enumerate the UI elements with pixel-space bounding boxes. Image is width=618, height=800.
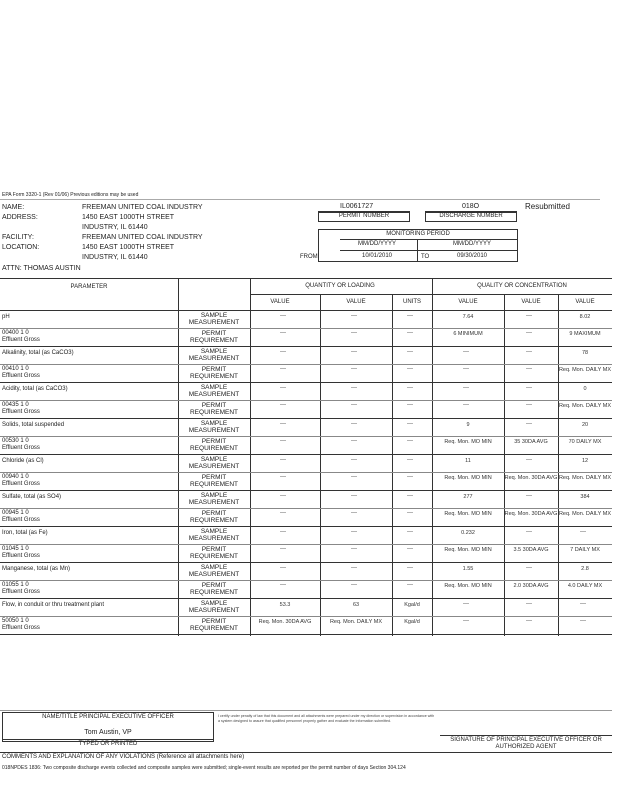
sample-value: 0 [583,386,587,392]
empty-cell-mark: — [526,457,532,463]
empty-cell-mark: — [351,546,357,552]
officer-name: Tom Austin, VP [84,729,132,736]
sample-measurement-label: SAMPLE MEASUREMENT [188,312,240,326]
sample-value: 277 [463,494,473,500]
permit-requirement-label: PERMIT REQUIREMENT [189,438,239,452]
parameter-sub: Effluent Gross [2,553,40,559]
empty-cell-mark: — [280,457,286,463]
empty-cell-mark: — [351,366,357,372]
sample-measurement-label: SAMPLE MEASUREMENT [188,348,240,362]
empty-cell-mark: — [580,601,586,607]
location-label: LOCATION: [2,244,40,251]
parameter-sub: Effluent Gross [2,409,40,415]
empty-cell-mark: — [280,529,286,535]
empty-cell-mark: — [463,601,469,607]
permit-value: 70 DAILY MX [568,439,602,445]
permit-value: 3.5 30DA AVG [513,547,549,553]
permit-value: Req. Mon. 30DA AVG [258,619,312,625]
parameter-name: Manganese, total (as Mn) [2,566,71,572]
parameter-code: 01055 1 0 [2,582,29,588]
row-divider [0,436,612,437]
empty-cell-mark: — [526,385,532,391]
parameter-sub: Effluent Gross [2,517,40,523]
to-label: TO [421,254,430,260]
quantity-units-header: UNITS [403,299,421,305]
empty-cell-mark: — [407,457,413,463]
permit-value: Req. Mon. MO MIN [444,439,492,445]
empty-cell-mark: — [280,493,286,499]
empty-cell-mark: — [407,582,413,588]
location-line-2: INDUSTRY, IL 61440 [82,254,148,261]
row-border [0,382,612,383]
parameter-code: 00940 1 0 [2,474,29,480]
empty-cell-mark: — [280,330,286,336]
empty-cell-mark: — [280,474,286,480]
parameter-code: 00410 1 0 [2,366,29,372]
empty-cell-mark: — [407,474,413,480]
sample-value: 8.02 [579,314,591,320]
name-value: FREEMAN UNITED COAL INDUSTRY [82,204,203,211]
empty-cell-mark: — [351,474,357,480]
parameter-name: Sulfate, total (as SO4) [2,494,62,500]
empty-cell-mark: — [407,421,413,427]
empty-cell-mark: — [280,546,286,552]
discharge-number: 018O [462,203,480,210]
empty-cell-mark: — [280,565,286,571]
permit-value: Req. Mon. DAILY MX [558,403,612,409]
parameter-code: 50050 1 0 [2,618,29,624]
permit-value: 35 30DA AVG [514,439,548,445]
row-divider [0,472,612,473]
permit-requirement-label: PERMIT REQUIREMENT [189,330,239,344]
empty-cell-mark: — [280,402,286,408]
parameter-sub: Effluent Gross [2,337,40,343]
parameter-name: Solids, total suspended [2,422,65,428]
address-label: ADDRESS: [2,214,38,221]
row-divider [0,400,612,401]
empty-cell-mark: — [526,493,532,499]
sample-measurement-label: SAMPLE MEASUREMENT [188,420,240,434]
address-line-1: 1450 EAST 1000TH STREET [82,214,175,221]
permit-value: Req. Mon. MO MIN [444,475,492,481]
parameter-name: Chloride (as Cl) [2,458,44,464]
empty-cell-mark: — [407,330,413,336]
facility-value: FREEMAN UNITED COAL INDUSTRY [82,234,203,241]
sample-value: 0.232 [461,530,475,536]
quantity-value-2-header: VALUE [346,299,366,305]
parameter-code: 00945 1 0 [2,510,29,516]
row-divider [0,544,612,545]
to-date-format: MM/DD/YYYY [452,241,491,247]
empty-cell-mark: — [526,366,532,372]
empty-cell-mark: — [280,385,286,391]
empty-cell-mark: — [351,582,357,588]
empty-cell-mark: — [407,493,413,499]
empty-cell-mark: — [526,565,532,571]
permit-requirement-label: PERMIT REQUIREMENT [189,546,239,560]
monitoring-period-label: MONITORING PERIOD [386,231,450,237]
from-date-format: MM/DD/YYYY [357,241,396,247]
quality-value-2-header: VALUE [521,299,541,305]
parameter-code: 00435 1 0 [2,402,29,408]
form-version: EPA Form 3320-1 (Rev 01/06) Previous editions may be used [2,192,139,198]
row-divider [0,508,612,509]
quantity-value-1-header: VALUE [270,299,290,305]
empty-cell-mark: — [351,457,357,463]
empty-cell-mark: — [463,366,469,372]
permit-value: Kgal/d [404,619,420,625]
resubmitted-text: Resubmitted [525,202,570,211]
empty-cell-mark: — [463,349,469,355]
empty-cell-mark: — [351,493,357,499]
empty-cell-mark: — [351,330,357,336]
quality-value-1-header: VALUE [458,299,478,305]
empty-cell-mark: — [351,349,357,355]
empty-cell-mark: — [280,582,286,588]
empty-cell-mark: — [280,421,286,427]
permit-value: 2.0 30DA AVG [513,583,549,589]
parameter-name: Flow, in conduit or thru treatment plant [2,602,105,608]
row-border [0,418,612,419]
permit-requirement-label: PERMIT REQUIREMENT [189,582,239,596]
permit-value: Req. Mon. DAILY MX [558,511,612,517]
permit-requirement-label: PERMIT REQUIREMENT [189,402,239,416]
empty-cell-mark: — [407,546,413,552]
facility-label: FACILITY: [2,234,34,241]
row-border [0,598,612,599]
empty-cell-mark: — [407,313,413,319]
parameter-name: pH [2,314,10,320]
sample-measurement-label: SAMPLE MEASUREMENT [188,600,240,614]
permit-requirement-label: PERMIT REQUIREMENT [189,474,239,488]
from-label: FROM [300,254,318,260]
row-divider [0,580,612,581]
quantity-header: QUANTITY OR LOADING [305,283,375,289]
permit-value: Req. Mon. MO MIN [444,547,492,553]
sample-value: 12 [581,458,589,464]
empty-cell-mark: — [407,349,413,355]
to-date: 09/30/2010 [456,253,488,259]
permit-value: Req. Mon. MO MIN [444,583,492,589]
empty-cell-mark: — [351,385,357,391]
empty-cell-mark: — [463,618,469,624]
sample-measurement-label: SAMPLE MEASUREMENT [188,384,240,398]
empty-cell-mark: — [280,510,286,516]
parameter-name: Iron, total (as Fe) [2,530,48,536]
sample-value: 9 [466,422,470,428]
parameter-code: 00400 1 0 [2,330,29,336]
from-date: 10/01/2010 [361,253,393,259]
empty-cell-mark: — [407,366,413,372]
empty-cell-mark: — [580,618,586,624]
empty-cell-mark: — [351,438,357,444]
sample-measurement-label: SAMPLE MEASUREMENT [188,456,240,470]
row-border [0,346,612,347]
empty-cell-mark: — [280,313,286,319]
empty-cell-mark: — [280,349,286,355]
empty-cell-mark: — [526,618,532,624]
sample-measurement-label: SAMPLE MEASUREMENT [188,528,240,542]
name-label: NAME: [2,204,25,211]
permit-value: 4.0 DAILY MX [567,583,603,589]
parameter-sub: Effluent Gross [2,373,40,379]
comments-text: 018NPDES 1836: Two composite discharge events collected and composite samples were submitted; single-event results are reported per the permit number of days Section 304.124 [2,765,406,771]
row-border [0,634,612,635]
empty-cell-mark: — [463,402,469,408]
row-divider [0,328,612,329]
row-border [0,490,612,491]
empty-cell-mark: — [351,565,357,571]
typed-or-printed-label: TYPED OR PRINTED [78,741,138,747]
sample-value: 20 [581,422,589,428]
empty-cell-mark: — [526,402,532,408]
row-border [0,562,612,563]
parameter-code: 01045 1 0 [2,546,29,552]
empty-cell-mark: — [580,529,586,535]
empty-cell-mark: — [463,385,469,391]
row-border [0,454,612,455]
sample-value: 63 [352,602,360,608]
empty-cell-mark: — [407,402,413,408]
certification-text: I certify under penalty of law that this document and all attachments were prepared under my direction or supervision in accordance with a system designed to assure that qualified personnel properly gather and evaluate the information submitted. [218,714,435,723]
permit-value: Req. Mon. 30DA AVG [504,475,558,481]
empty-cell-mark: — [526,529,532,535]
row-divider [0,364,612,365]
empty-cell-mark: — [280,366,286,372]
sample-value: 11 [465,458,471,464]
row-border [0,526,612,527]
sample-value: 1.55 [462,566,474,572]
empty-cell-mark: — [526,601,532,607]
empty-cell-mark: — [280,438,286,444]
permit-requirement-label: PERMIT REQUIREMENT [189,366,239,380]
signature-label: SIGNATURE OF PRINCIPAL EXECUTIVE OFFICER OR AUTHORIZED AGENT [450,737,602,750]
parameter-sub: Effluent Gross [2,625,40,631]
sample-measurement-label: SAMPLE MEASUREMENT [188,492,240,506]
permit-value: 7 DAILY MX [570,547,600,553]
officer-label: NAME/TITLE PRINCIPAL EXECUTIVE OFFICER [42,714,174,720]
permit-value: 9 MAXIMUM [569,331,601,337]
location-line-1: 1450 EAST 1000TH STREET [82,244,175,251]
row-divider [0,616,612,617]
empty-cell-mark: — [351,421,357,427]
address-line-2: INDUSTRY, IL 61440 [82,224,148,231]
parameter-header: PARAMETER [70,284,108,290]
parameter-sub: Effluent Gross [2,445,40,451]
empty-cell-mark: — [526,313,532,319]
permit-value: 6 MINIMUM [453,331,483,337]
sample-value: 53.3 [279,602,291,608]
permit-requirement-label: PERMIT REQUIREMENT [189,510,239,524]
parameter-sub: Effluent Gross [2,589,40,595]
permit-number-label: PERMIT NUMBER [338,213,390,219]
sample-value: 78 [581,350,589,356]
permit-value: Req. Mon. DAILY MX [558,367,612,373]
empty-cell-mark: — [351,529,357,535]
quality-value-3-header: VALUE [575,299,595,305]
empty-cell-mark: — [407,565,413,571]
empty-cell-mark: — [351,510,357,516]
quality-header: QUALITY OR CONCENTRATION [477,283,567,289]
permit-number: IL0061727 [340,203,374,210]
parameter-name: Acidity, total (as CaCO3) [2,386,68,392]
permit-value: Req. Mon. DAILY MX [558,475,612,481]
sample-value: 384 [580,494,590,500]
empty-cell-mark: — [407,438,413,444]
empty-cell-mark: — [526,330,532,336]
sample-measurement-label: SAMPLE MEASUREMENT [188,564,240,578]
empty-cell-mark: — [407,529,413,535]
parameter-name: Alkalinity, total (as CaCO3) [2,350,74,356]
empty-cell-mark: — [407,510,413,516]
parameter-code: 00530 1 0 [2,438,29,444]
sample-value: 7.64 [462,314,474,320]
empty-cell-mark: — [526,349,532,355]
sample-value: Kgal/d [404,602,420,608]
discharge-number-label: DISCHARGE NUMBER [439,213,503,219]
parameter-sub: Effluent Gross [2,481,40,487]
permit-value: Req. Mon. MO MIN [444,511,492,517]
sample-value: 2.8 [581,566,589,572]
attn-line: ATTN: THOMAS AUSTIN [2,265,81,272]
empty-cell-mark: — [407,385,413,391]
permit-value: Req. Mon. 30DA AVG [504,511,558,517]
empty-cell-mark: — [526,421,532,427]
empty-cell-mark: — [351,313,357,319]
comments-label: COMMENTS AND EXPLANATION OF ANY VIOLATIONS (Reference all attachments here) [2,754,245,760]
permit-requirement-label: PERMIT REQUIREMENT [189,618,239,632]
empty-cell-mark: — [351,402,357,408]
permit-value: Req. Mon. DAILY MX [329,619,383,625]
